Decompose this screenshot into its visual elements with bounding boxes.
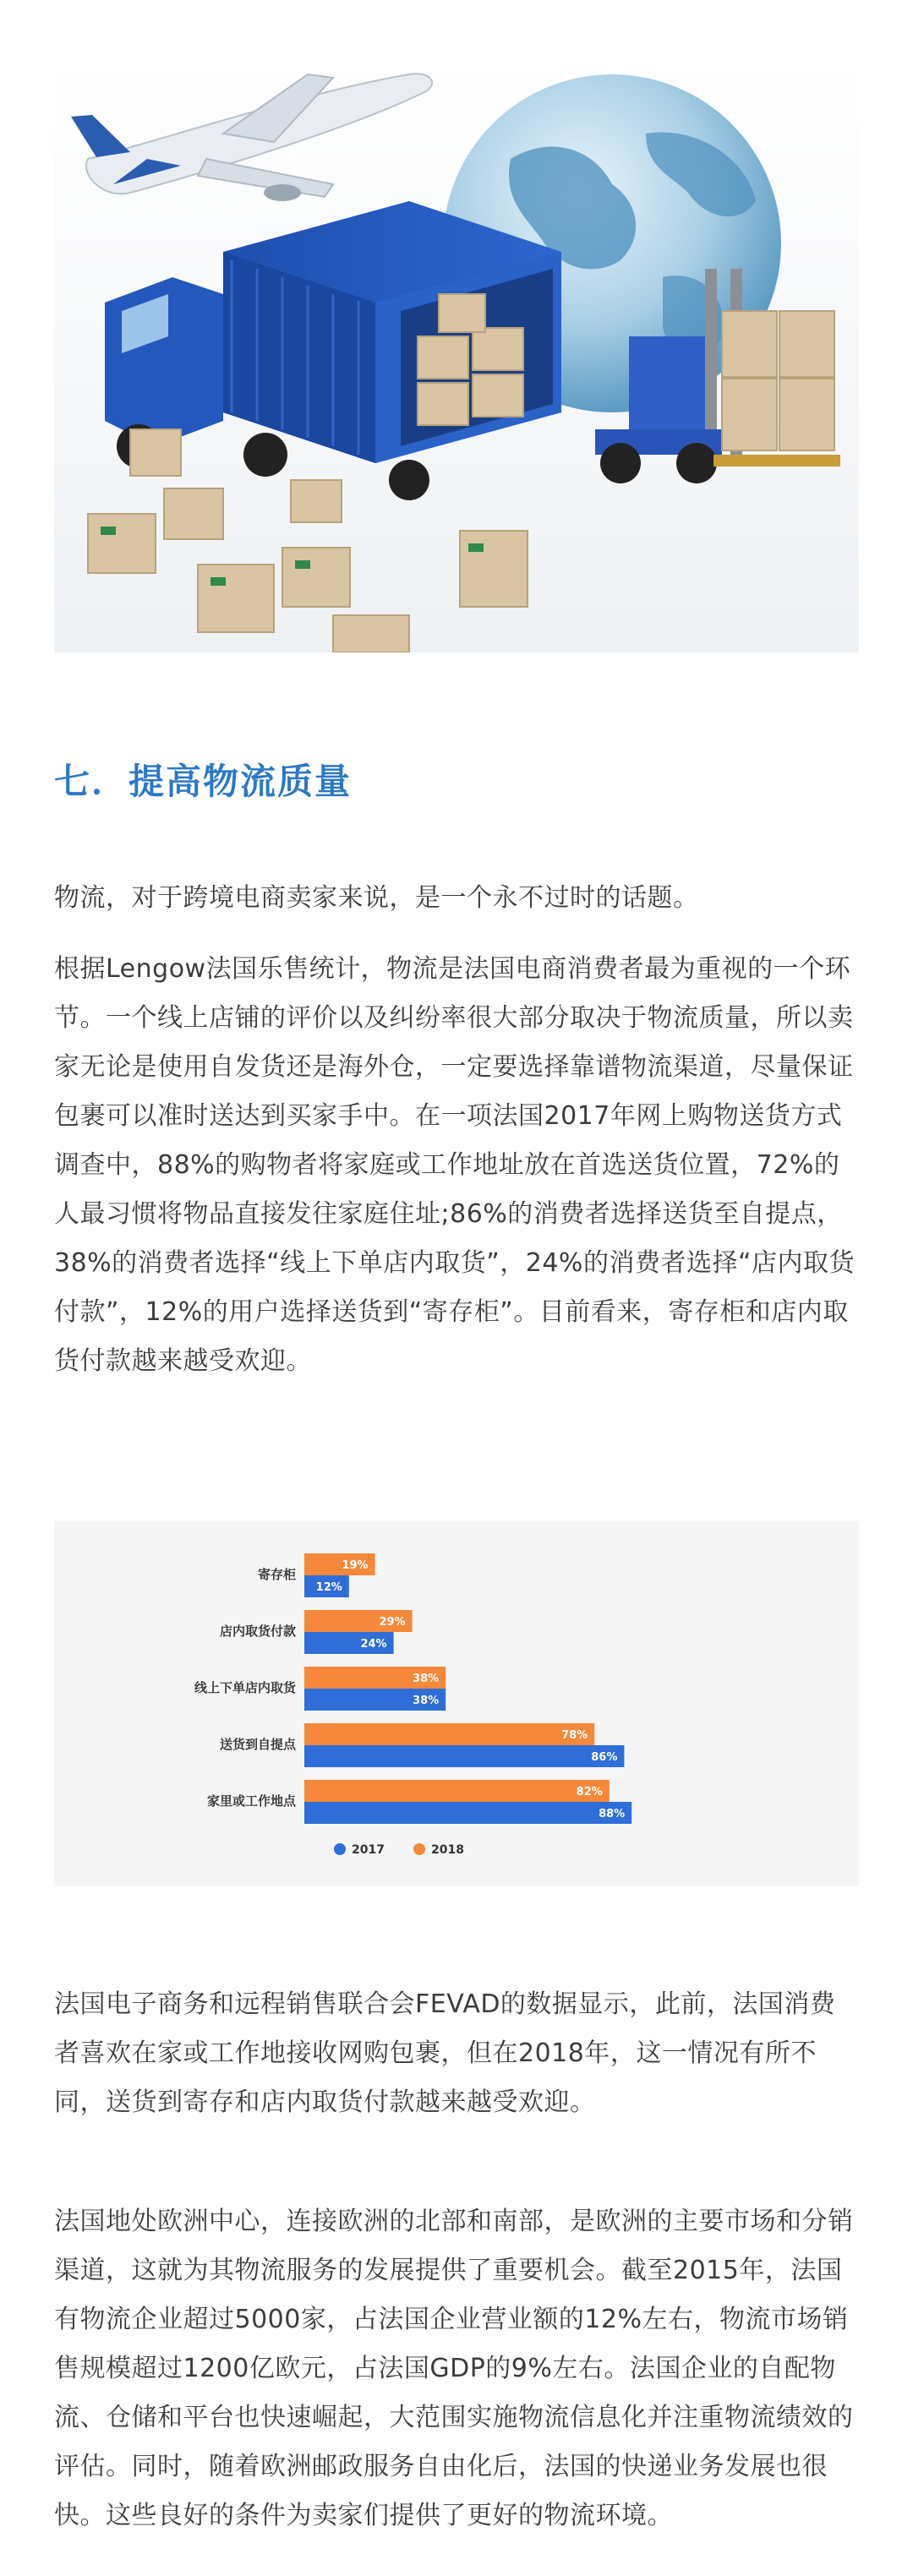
legend-marker-2018: [413, 1843, 425, 1855]
data-label: 24%: [360, 1638, 387, 1651]
bar-2018: [304, 1723, 594, 1745]
paragraph-survey: 根据Lengow法国乐售统计，物流是法国电商消费者最为重视的一个环节。一个线上店铺的评价以及纠纷率很大部分取决于物流质量，所以卖家无论是使用自发货还是海外仓，一定要选择靠谱物流渠道，尽量保证包裹可以准时送达到买家手中。在一项法国2017年网上购物送货方式调查中，88%的购物者将家庭或工作地址放在首选送货位置，72%的人最习惯将物品直接发往家庭住址;86%的消费者选择送货至自提点，38%的消费者选择“线上下单店内取货”，24%的消费者选择“店内取货付款”，12%的用户选择送货到“寄存柜”。目前看来，寄存柜和店内取货付款越来越受欢迎。: [54, 954, 855, 1376]
data-label: 78%: [561, 1729, 588, 1742]
data-label: 88%: [599, 1808, 626, 1820]
section-heading: 七．提高物流质量: [54, 761, 353, 802]
legend-label-2018: 2018: [431, 1843, 464, 1857]
category-label: 家里或工作地点: [206, 1793, 296, 1809]
data-label: 19%: [342, 1559, 369, 1572]
data-label: 38%: [413, 1695, 440, 1707]
data-label: 38%: [413, 1673, 440, 1685]
delivery-method-chart: [54, 1521, 859, 1886]
bar-2017: [304, 1745, 624, 1767]
category-label: 送货到自提点: [219, 1737, 296, 1752]
data-label: 82%: [576, 1786, 603, 1798]
category-label: 店内取货付款: [219, 1624, 296, 1639]
data-label: 29%: [379, 1616, 406, 1629]
category-label: 寄存柜: [257, 1567, 296, 1582]
data-label: 12%: [315, 1581, 342, 1594]
category-label: 线上下单店内取货: [194, 1680, 296, 1695]
bar-2017: [304, 1802, 631, 1824]
legend-marker-2017: [334, 1843, 346, 1855]
bar-2018: [304, 1780, 610, 1802]
paragraph-intro: 物流，对于跨境电商卖家来说，是一个永不过时的话题。: [54, 883, 699, 913]
paragraph-france-logistics: 法国地处欧洲中心，连接欧洲的北部和南部，是欧洲的主要市场和分销渠道，这就为其物流服务的发展提供了重要机会。截至2015年，法国有物流企业超过5000家，占法国企业营业额的12%左右，物流市场销售规模超过1200亿欧元，占法国GDP的9%左右。法国企业的自配物流、仓储和平台也快速崛起，大范围实施物流信息化并注重物流绩效的评估。同时，随着欧洲邮政服务自由化后，法国的快递业务发展也很快。这些良好的条件为卖家们提供了更好的物流环境。: [54, 2207, 854, 2530]
data-label: 86%: [591, 1751, 618, 1764]
paragraph-fevad: 法国电子商务和远程销售联合会FEVAD的数据显示，此前，法国消费者喜欢在家或工作地接收网购包裹，但在2018年，这一情况有所不同，送货到寄存和店内取货付款越来越受欢迎。: [54, 1989, 836, 2117]
logistics-hero-image: [54, 57, 859, 652]
legend-label-2017: 2017: [352, 1843, 385, 1857]
